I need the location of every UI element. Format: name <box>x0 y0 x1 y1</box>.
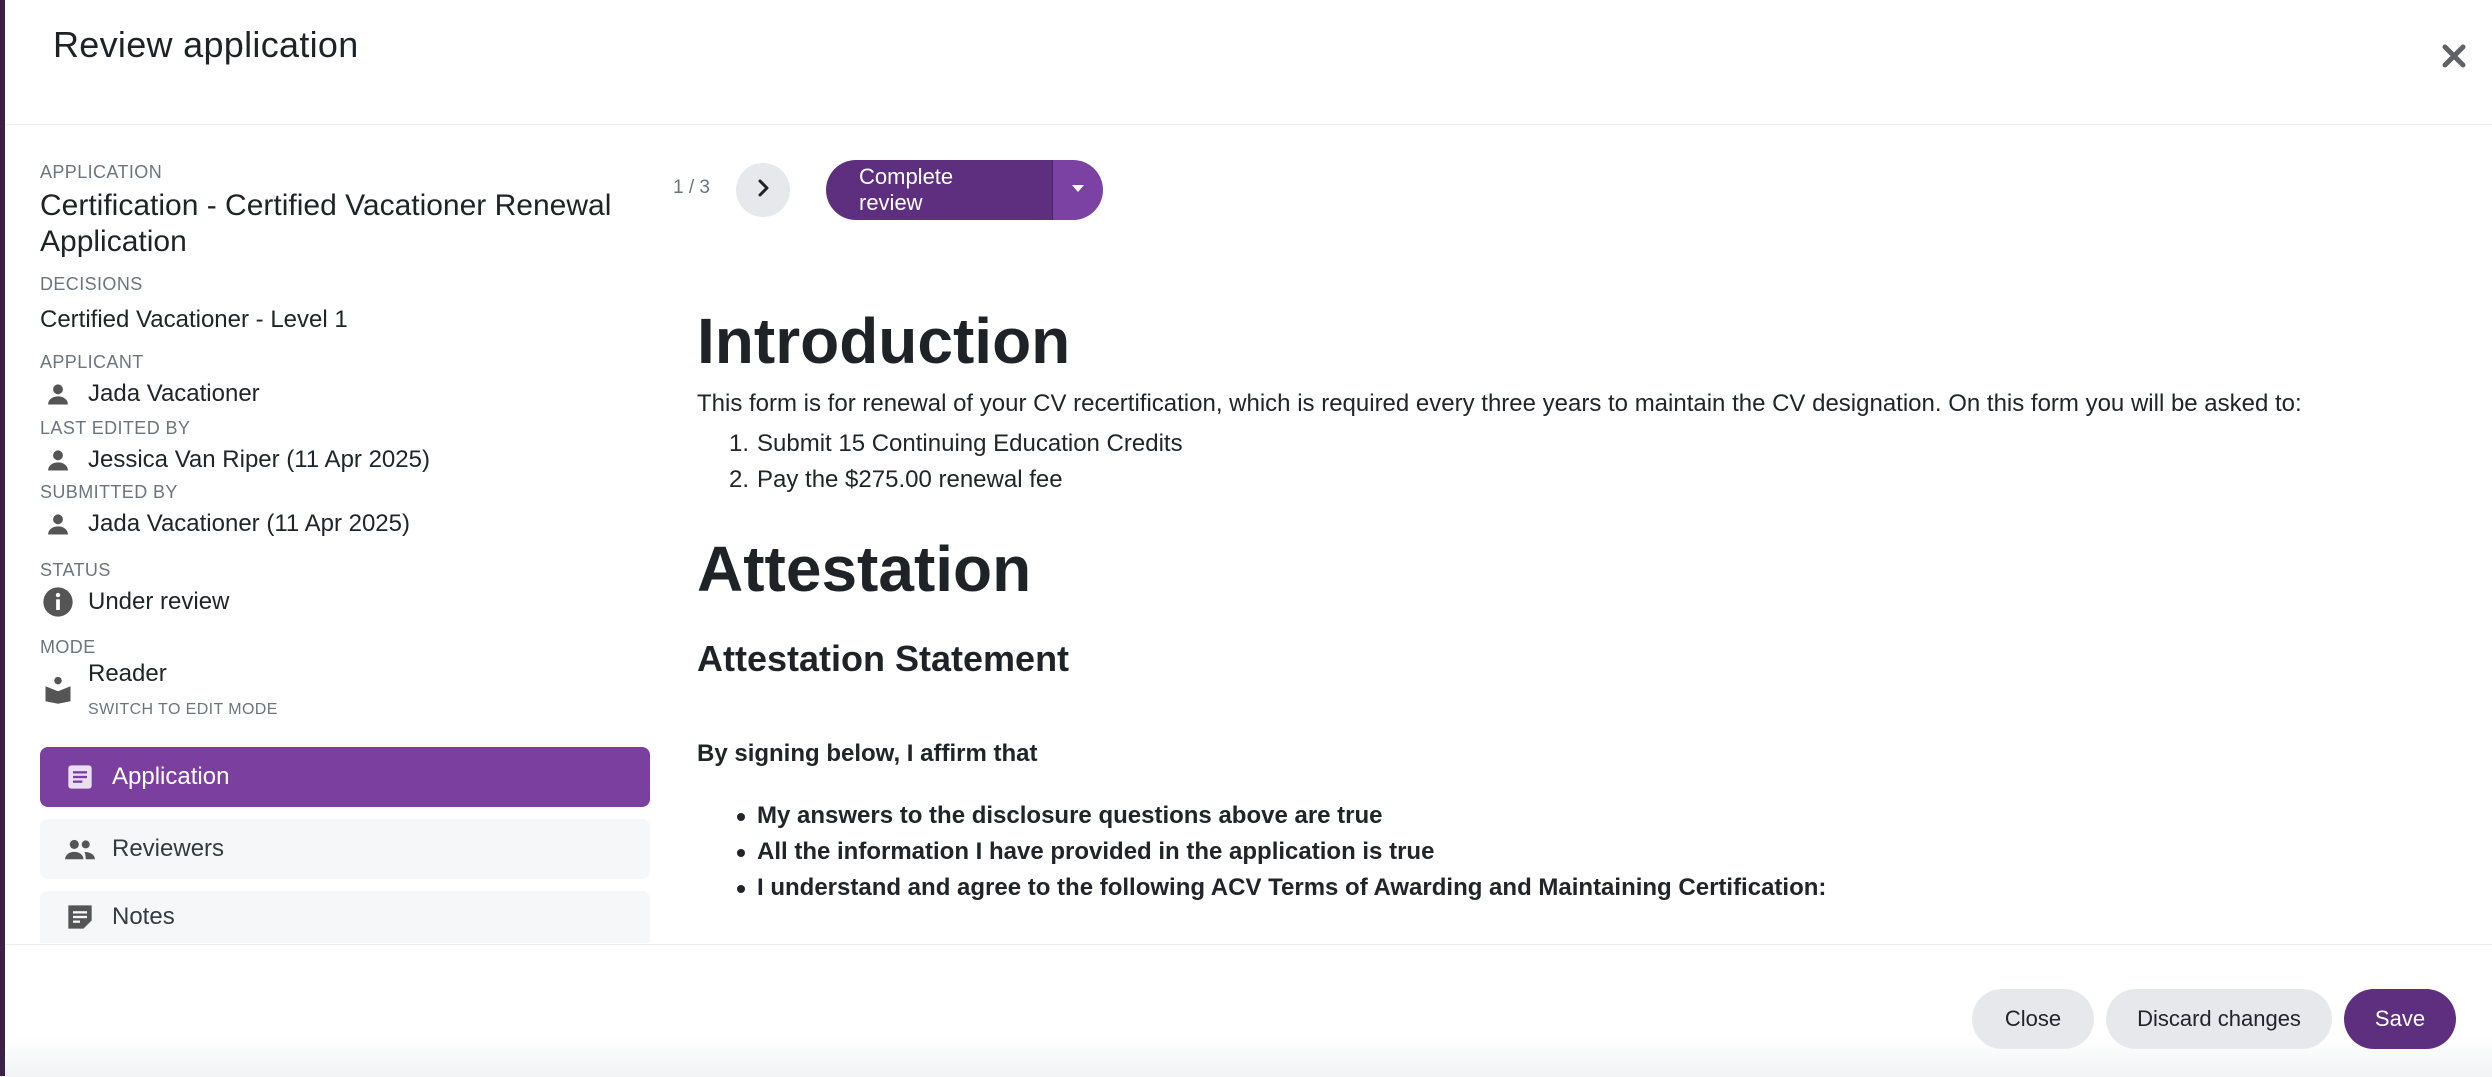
submitted-value: Jada Vacationer (11 Apr 2025) <box>88 510 410 537</box>
applicant-name: Jada Vacationer <box>88 380 260 407</box>
person-icon <box>40 376 76 412</box>
sidebar-item-notes[interactable] <box>40 891 650 943</box>
introduction-heading: Introduction <box>697 305 1071 377</box>
document-content <box>697 290 2457 944</box>
complete-review-menu-toggle[interactable] <box>1052 160 1103 220</box>
switch-to-edit-mode-link[interactable]: SWITCH TO EDIT MODE <box>88 701 278 718</box>
application-label: APPLICATION <box>40 162 163 182</box>
list-item: All the information I have provided in the application is true <box>697 834 1826 870</box>
last-edited-row <box>40 442 430 478</box>
modal-title: Review application <box>53 24 359 65</box>
submitted-label: SUBMITTED BY <box>40 482 178 502</box>
introduction-paragraph: This form is for renewal of your CV recertification, which is required every three years to maintain the CV designation. On this form you will be asked to: <box>697 390 2302 417</box>
caret-down-icon <box>1071 181 1085 199</box>
sidebar-item-application[interactable] <box>40 747 650 807</box>
list-item: My answers to the disclosure questions above are true <box>697 798 1826 834</box>
status-value: Under review <box>88 588 230 615</box>
save-button[interactable]: Save <box>2344 989 2456 1049</box>
info-icon <box>40 584 76 620</box>
list-item: I understand and agree to the following ACV Terms of Awarding and Maintaining Certification: <box>697 870 1826 906</box>
submitted-row <box>40 506 410 542</box>
sidebar-item-label: Application <box>112 763 230 790</box>
introduction-list <box>697 426 1183 498</box>
discard-changes-button[interactable]: Discard changes <box>2106 989 2332 1049</box>
applicant-row <box>40 376 260 412</box>
last-edited-value: Jessica Van Riper (11 Apr 2025) <box>88 446 430 473</box>
applicant-label: APPLICANT <box>40 352 144 372</box>
modal-header <box>5 0 2492 125</box>
person-icon <box>40 442 76 478</box>
people-icon <box>64 833 96 865</box>
mode-label: MODE <box>40 637 96 657</box>
attestation-subheading: Attestation Statement <box>697 638 1070 679</box>
status-row <box>40 584 229 620</box>
attestation-heading: Attestation <box>697 533 1032 605</box>
person-icon <box>40 506 76 542</box>
chevron-right-icon <box>751 176 775 205</box>
complete-review-button[interactable]: Complete review <box>826 160 1052 220</box>
complete-review-split-button <box>826 160 1103 220</box>
book-icon <box>40 672 76 708</box>
sidebar-item-label: Reviewers <box>112 835 225 862</box>
close-icon[interactable] <box>2436 38 2472 74</box>
list-item: 1. Submit 15 Continuing Education Credits <box>729 430 1183 457</box>
decisions-label: DECISIONS <box>40 274 143 294</box>
attestation-lead: By signing below, I affirm that <box>697 740 1038 767</box>
application-name: Certification - Certified Vacationer Renewal Application <box>40 189 612 258</box>
note-icon <box>64 901 96 933</box>
attestation-list <box>697 798 1826 906</box>
last-edited-label: LAST EDITED BY <box>40 418 191 438</box>
mode-value: Reader <box>88 660 167 687</box>
document-icon <box>64 761 96 793</box>
next-page-button[interactable] <box>736 163 790 217</box>
status-label: STATUS <box>40 560 111 580</box>
modal-footer <box>5 944 2492 1077</box>
window-edge <box>0 0 5 1076</box>
sidebar-item-reviewers[interactable] <box>40 819 650 879</box>
list-item: 2. Pay the $275.00 renewal fee <box>729 466 1063 493</box>
close-button[interactable]: Close <box>1972 989 2094 1049</box>
page-indicator: 1 / 3 <box>673 177 710 198</box>
decisions-value: Certified Vacationer - Level 1 <box>40 306 348 333</box>
sidebar-item-label: Notes <box>112 903 175 930</box>
